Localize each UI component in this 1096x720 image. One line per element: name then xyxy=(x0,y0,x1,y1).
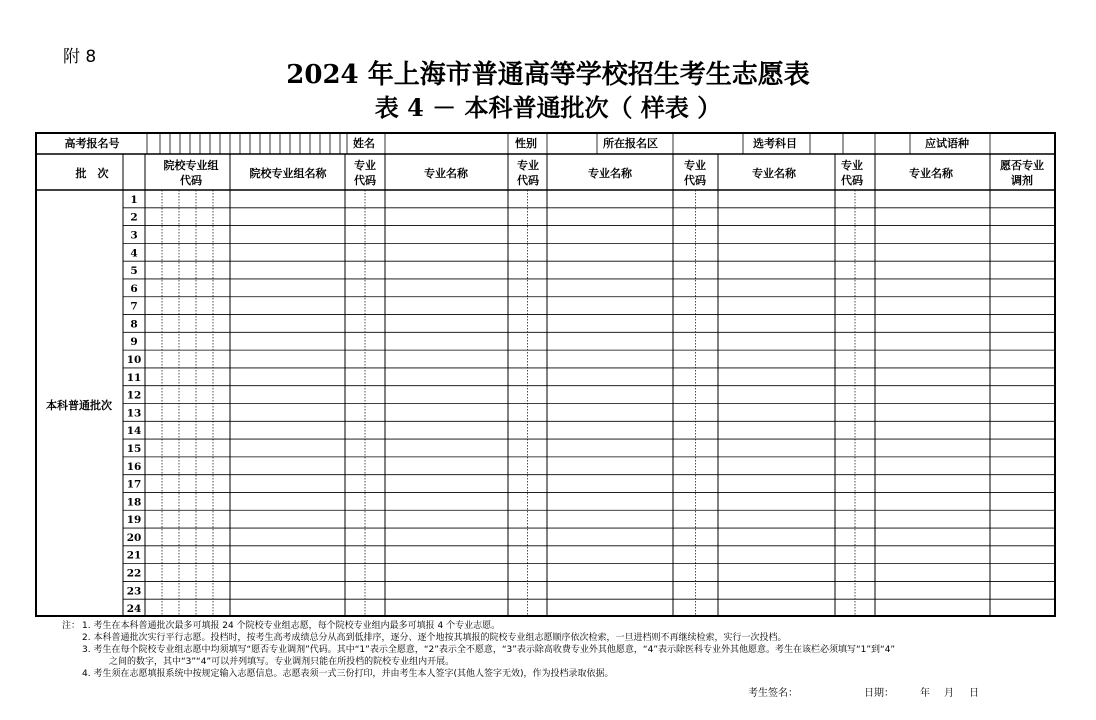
exam-no-label: 高考报名号 xyxy=(64,137,120,150)
date-label: 日期： xyxy=(864,688,894,699)
district-label: 所在报名区 xyxy=(603,137,658,150)
form-subtitle: 表 4 － 本科普通批次（ 样表 ） xyxy=(374,93,722,122)
major-code-header-4: 专业 xyxy=(841,159,863,172)
batch-header: 批 次 xyxy=(75,167,109,180)
gender-label: 性别 xyxy=(515,137,537,150)
major-code-header-3: 专业 xyxy=(684,159,706,172)
major-name-header-4: 专业名称 xyxy=(909,167,953,180)
day-label: 日 xyxy=(969,688,979,699)
row-number: 16 xyxy=(126,460,142,473)
row-number: 12 xyxy=(126,389,142,402)
row-number: 23 xyxy=(126,585,142,598)
notes-label: 注： xyxy=(62,621,81,631)
row-number: 24 xyxy=(126,603,142,616)
row-number: 13 xyxy=(126,407,142,420)
application-form-table xyxy=(35,132,1056,617)
note-3: 3. 考生在每个院校专业组志愿中均须填写“愿否专业调剂”代码。其中“1”表示全愿意，“2”表示全不愿意，“3”表示除高收费专业外其他愿意，“4”表示除医科专业外其他愿意。考生在该栏必须填写“1”到“4” xyxy=(82,645,896,655)
row-number: 18 xyxy=(126,496,142,509)
group-name-header: 院校专业组名称 xyxy=(249,167,327,180)
row-number: 5 xyxy=(130,265,138,278)
row-number: 2 xyxy=(130,211,138,224)
row-number: 11 xyxy=(126,371,142,384)
form-title: 2024 年上海市普通高等学校招生考生志愿表 xyxy=(286,60,810,90)
row-number: 14 xyxy=(126,425,142,438)
month-label: 月 xyxy=(944,688,954,699)
notes-section xyxy=(62,620,1062,680)
adjust-header-2: 调剂 xyxy=(1011,174,1033,187)
attachment-label: 附 8 xyxy=(63,47,97,67)
row-number: 9 xyxy=(130,336,138,349)
note-3-continued: 之间的数字，其中“3”“4”可以并列填写。专业调剂只能在所投档的院校专业组内开展。 xyxy=(109,657,455,667)
row-number: 10 xyxy=(126,354,142,367)
major-code-header-4b: 代码 xyxy=(841,174,863,187)
major-name-header-3: 专业名称 xyxy=(752,167,796,180)
major-code-header-2: 专业 xyxy=(517,159,539,172)
note-4: 4. 考生须在志愿填报系统中按规定输入志愿信息。志愿表须一式三份打印，并由考生本人签字(其他人签字无效)，作为投档录取依据。 xyxy=(82,669,614,679)
major-name-header-2: 专业名称 xyxy=(588,167,632,180)
row-number: 1 xyxy=(130,193,138,206)
row-number: 19 xyxy=(126,514,142,527)
row-number: 7 xyxy=(130,300,138,313)
major-code-header-1b: 代码 xyxy=(354,174,376,187)
row-number: 20 xyxy=(126,531,142,544)
language-label: 应试语种 xyxy=(925,137,969,150)
year-label: 年 xyxy=(920,688,930,699)
note-2: 2. 本科普通批次实行平行志愿。投档时，按考生高考成绩总分从高到低排序，逐分、逐个地按其填报的院校专业组志愿顺序依次检索，一旦进档则不再继续检索，实行一次投档。 xyxy=(82,633,787,643)
row-number: 17 xyxy=(126,478,142,491)
major-code-header-3b: 代码 xyxy=(684,174,706,187)
row-number: 21 xyxy=(126,549,142,562)
major-code-header-1: 专业 xyxy=(354,159,376,172)
group-code-header-2: 代码 xyxy=(180,174,202,187)
row-number: 8 xyxy=(130,318,138,331)
group-code-header: 院校专业组 xyxy=(163,159,219,172)
elective-label: 选考科目 xyxy=(753,137,797,150)
major-name-header-1: 专业名称 xyxy=(424,167,468,180)
table-border xyxy=(36,133,1055,616)
batch-name: 本科普通批次 xyxy=(46,399,112,412)
row-number: 6 xyxy=(130,282,138,295)
row-number: 4 xyxy=(130,247,138,260)
adjust-header: 愿否专业 xyxy=(1000,159,1044,172)
note-1: 1. 考生在本科普通批次最多可填报 24 个院校专业组志愿，每个院校专业组内最多可填报 4 个专业志愿。 xyxy=(82,621,501,631)
row-number: 22 xyxy=(126,567,142,580)
row-number: 15 xyxy=(126,442,142,455)
major-code-header-2b: 代码 xyxy=(517,174,539,187)
name-label: 姓名 xyxy=(353,137,375,150)
row-number: 3 xyxy=(130,229,138,242)
signature-label: 考生签名： xyxy=(748,688,798,699)
